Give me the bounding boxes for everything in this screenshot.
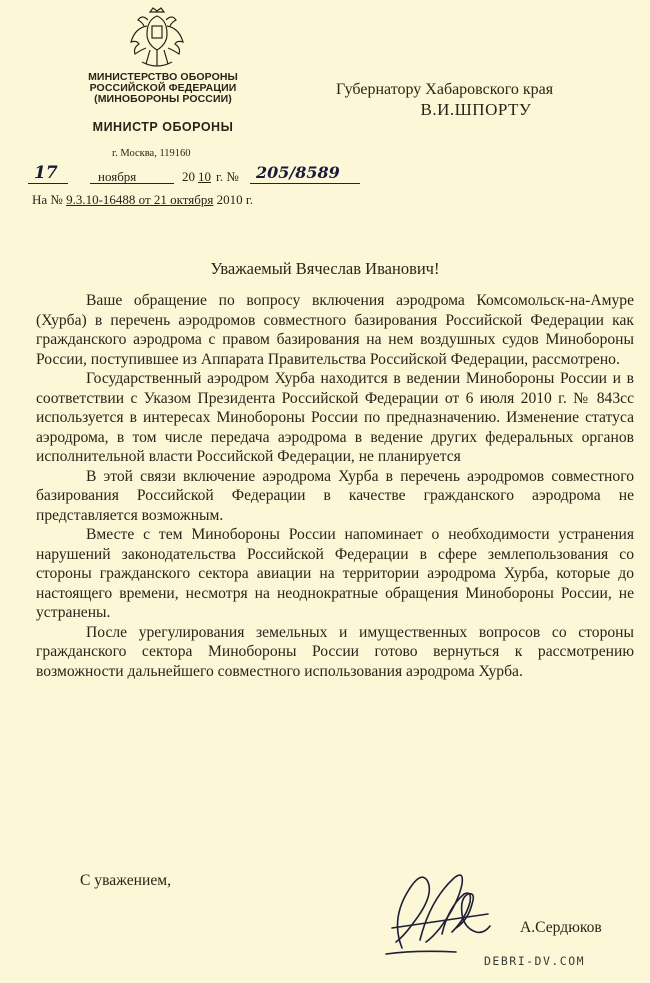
ministry-line: МИНИСТЕРСТВО ОБОРОНЫ <box>88 71 238 83</box>
date-month-underline <box>90 171 174 184</box>
reference-line <box>32 192 253 208</box>
ref-number: 9.3.10-16488 от 21 октября <box>66 192 214 207</box>
date-day-underline <box>28 171 68 184</box>
addressee <box>336 80 616 120</box>
body-paragraph: После урегулирования земельных и имущественных вопросов со стороны гражданского сектора Минобороны России готово вернуться к рассмотрению возможности дальнейшего совместного использования аэродрома Хурба. <box>36 623 634 680</box>
addressee-name: В.И.ШПОРТУ <box>420 100 532 119</box>
city-address: г. Москва, 119160 <box>112 148 191 159</box>
addressee-position: Губернатору Хабаровского края <box>336 81 554 98</box>
minister-title: МИНИСТР ОБОРОНЫ <box>92 120 234 134</box>
closing: С уважением, <box>80 872 172 889</box>
date-day: 17 <box>34 163 58 183</box>
letter-number: 205/8589 <box>256 163 340 182</box>
body-paragraph: В этой связи включение аэродрома Хурба в перечень аэродромов совместного базирования Российской Федерации в качестве гражданского аэродрома не представляется возможным. <box>36 467 634 524</box>
site-watermark: DEBRI-DV.COM <box>484 954 586 968</box>
ministry-line: (МИНОБОРОНЫ РОССИИ) <box>94 93 232 105</box>
ministry-name <box>78 72 248 105</box>
date-year-suffix: 10 <box>198 169 211 184</box>
body-paragraph: Государственный аэродром Хурба находится в ведении Минобороны России и в соответствии с Указом Президента Российской Федерации от 6 июля 2010 г. № 843сс используется в интересах Минобороны России по предназначению. Изменение статуса аэродрома, в том числе передача аэродрома в ведение других федеральных органов исполнительной власти Российской Федерации, не планируется <box>36 370 634 465</box>
date-line <box>28 163 368 189</box>
greeting: Уважаемый Вячеслав Иванович! <box>210 259 440 278</box>
double-headed-eagle-icon <box>128 6 186 70</box>
date-month: ноября <box>98 169 137 184</box>
date-year-prefix: 20 <box>182 169 195 184</box>
letter-body <box>36 291 634 681</box>
date-year-label: г. № <box>216 169 239 184</box>
signer-name: А.Сердюков <box>520 919 602 936</box>
ministry-line: РОССИЙСКОЙ ФЕДЕРАЦИИ <box>89 82 237 94</box>
letter-number-underline <box>250 171 360 184</box>
ref-year: 2010 г. <box>216 192 254 207</box>
body-paragraph: Ваше обращение по вопросу включения аэродрома Комсомольск-на-Амуре (Хурба) в перечень аэродромов совместного базирования Российской Федерации как гражданского аэродрома с правом базирования на нем воздушных судов Минобороны России, поступившее из Аппарата Правительства Российской Федерации, рассмотрено. <box>36 292 634 368</box>
ref-prefix: На № <box>32 192 63 207</box>
handwritten-signature <box>372 858 512 958</box>
body-paragraph: Вместе с тем Минобороны России напоминает о необходимости устранения нарушений законодательства Российской Федерации в сфере землепользования со стороны гражданского сектора авиации на территории аэродрома Хурба, которые до настоящего времени, несмотря на неоднократные обращения Минобороны России, не устранены. <box>36 526 634 621</box>
